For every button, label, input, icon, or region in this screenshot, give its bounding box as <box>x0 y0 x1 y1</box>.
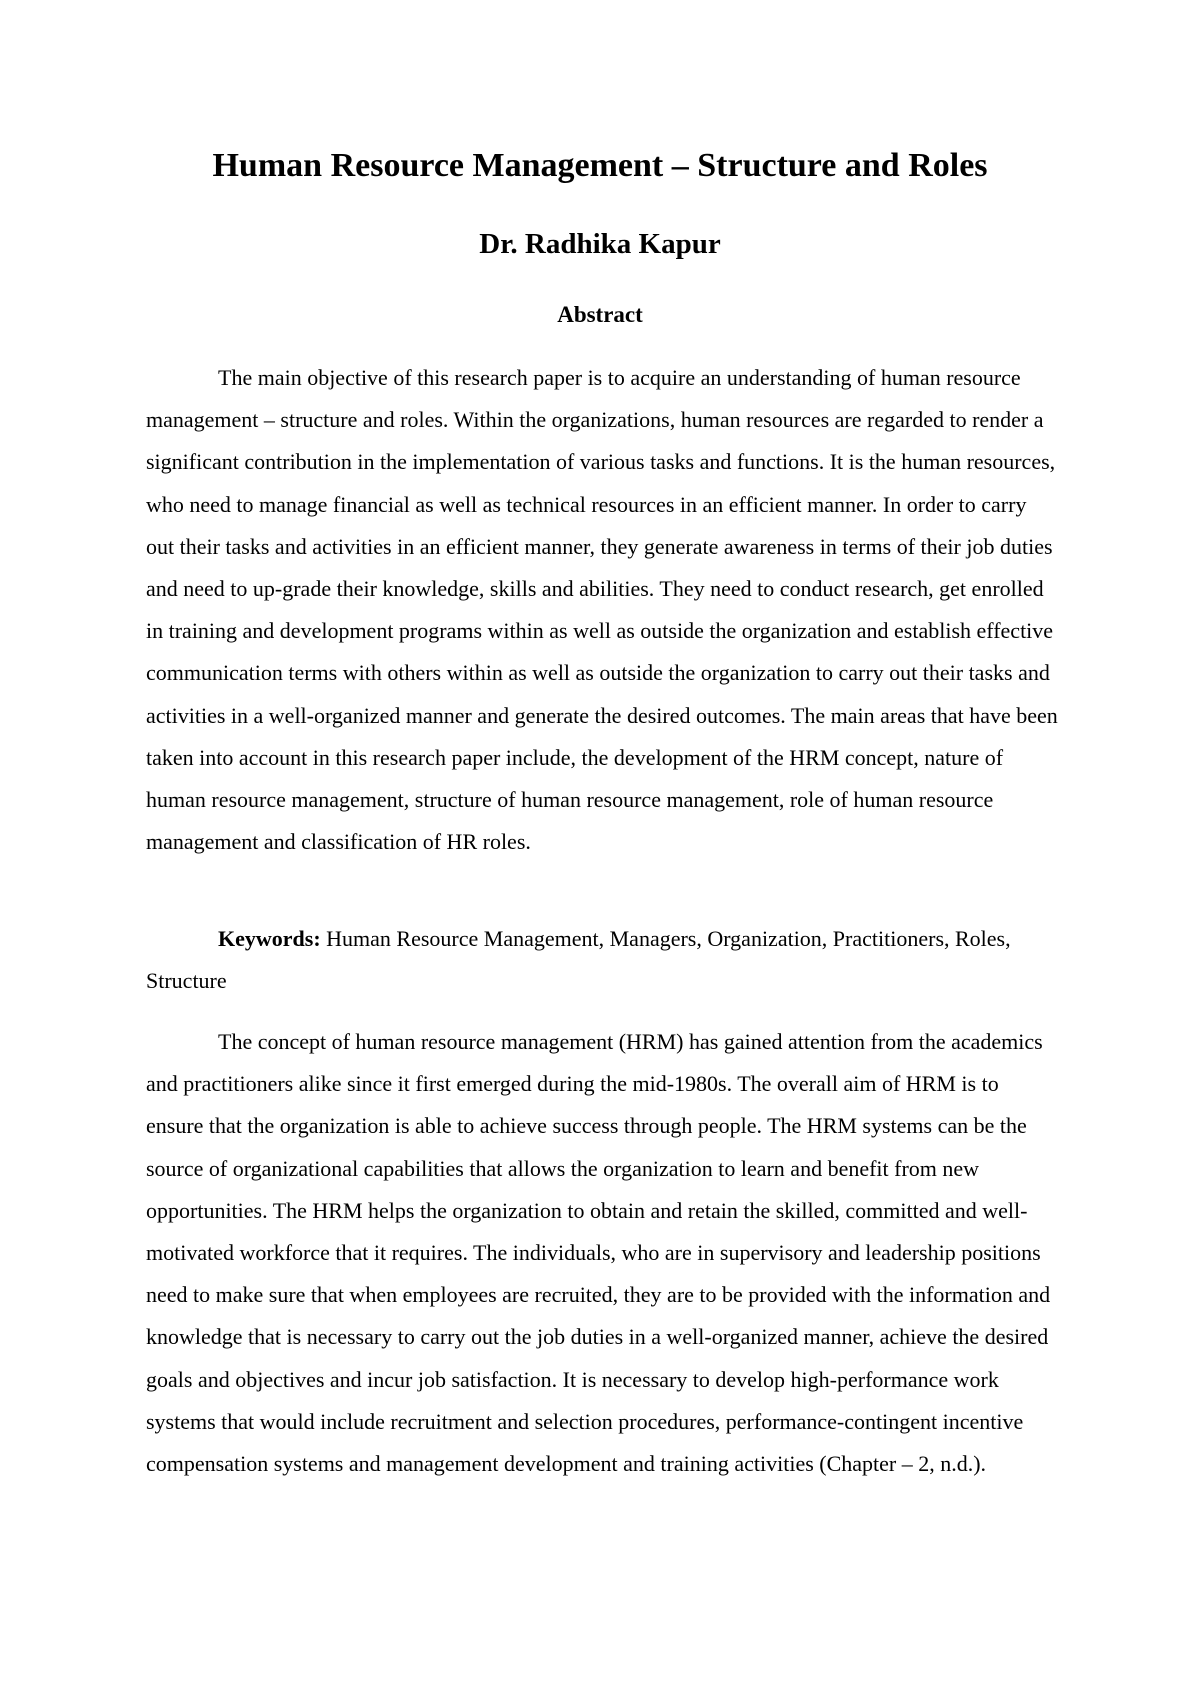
intro-text: The concept of human resource management (HRM) has gained attention from the academics and practitioners alike since it first emerged during the mid-1980s. The overall aim of HRM is to ensure that the organization is able to achieve success through people. The HRM systems can be the source of organizational capabilities that allows the organization to learn and benefit from new opportunities. The HRM helps the organization to obtain and retain the skilled, committed and well-motivated workforce that it requires. The individuals, who are in supervisory and leadership positions need to make sure that when employees are recruited, they are to be provided with the information and knowledge that is necessary to carry out the job duties in a well-organized manner, achieve the desired goals and objectives and incur job satisfaction. It is necessary to develop high-performance work systems that would include recruitment and selection procedures, performance-contingent incentive compensation systems and management development and training activities (Chapter – 2, n.d.). <box>146 1029 1051 1477</box>
author-name: Dr. Radhika Kapur <box>479 228 721 260</box>
paper-title: Human Resource Management – Structure and Roles <box>212 147 988 184</box>
abstract-paragraph <box>146 357 1060 863</box>
keywords-label: Keywords: <box>218 926 321 951</box>
intro-paragraph <box>146 1021 1060 1485</box>
keywords-list: Human Resource Management, Managers, Organization, Practitioners, Roles, Structure <box>146 926 1011 994</box>
keywords-paragraph <box>146 918 1060 1002</box>
abstract-text: The main objective of this research paper is to acquire an understanding of human resource management – structure and roles. Within the organizations, human resources are regarded to render a significant contribution in the implementation of various tasks and functions. It is the human resources, who need to manage financial as well as technical resources in an efficient manner. In order to carry out their tasks and activities in an efficient manner, they generate awareness in terms of their job duties and need to up-grade their knowledge, skills and abilities. They need to conduct research, get enrolled in training and development programs within as well as outside the organization and establish effective communication terms with others within as well as outside the organization to carry out their tasks and activities in a well-organized manner and generate the desired outcomes. The main areas that have been taken into account in this research paper include, the development of the HRM concept, nature of human resource management, structure of human resource management, role of human resource management and classification of HR roles. <box>146 365 1058 855</box>
abstract-heading: Abstract <box>557 302 643 327</box>
